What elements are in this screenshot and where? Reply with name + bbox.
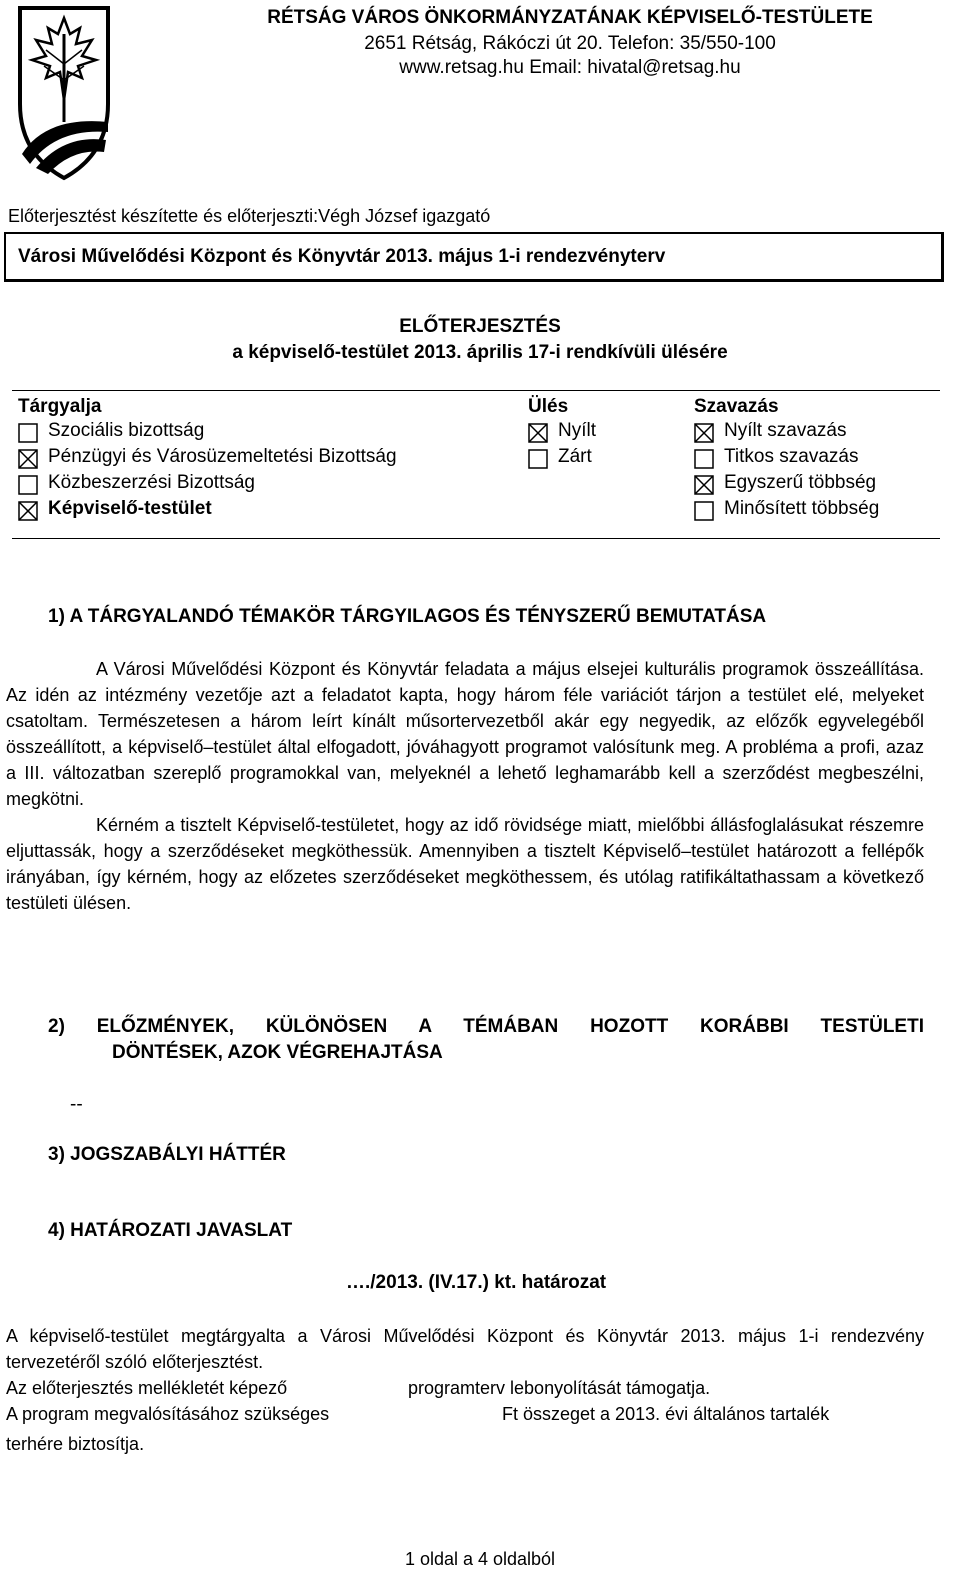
session-option-label: Zárt [558,446,592,467]
resolution-line-2a: Az előterjesztés mellékletét képező [6,1378,288,1398]
section-1-paragraph: Kérném a tisztelt Képviselő-testületet, hogy az idő rövidsége miatt, mielőbbi állásfoglalásukat részemre eljuttassák, hogy a szerződéseket megköthessük. Amennyiben a tisztelt Képviselő–testület határozott a fellépők irányában, így kérném, hogy az előzetes szerződéseket megköthessem, és utólag ratifikáltathassam a következő testületi ülésen. [6,815,924,913]
vote-option-label: Minősített többség [724,498,880,519]
proposal-subheading: a képviselő-testület 2013. április 17-i rendkívüli ülésére [232,342,728,363]
checked-checkbox-vote[interactable] [694,475,714,495]
unchecked-checkbox-discussed[interactable] [18,423,38,443]
proposal-heading: ELŐTERJESZTÉS [399,316,561,337]
document-title: Városi Művelődési Központ és Könyvtár 2013. május 1-i rendezvényterv [18,246,666,267]
session-option-label: Nyílt [558,420,596,441]
vote-option-label: Titkos szavazás [724,446,859,467]
checked-checkbox-session[interactable] [528,423,548,443]
resolution-line-2b: programterv lebonyolítását támogatja. [408,1378,711,1398]
unchecked-checkbox-session[interactable] [528,449,548,469]
unchecked-checkbox-vote[interactable] [694,449,714,469]
section-1-paragraph: A Városi Művelődési Központ és Könyvtár feladata a május elsejei kulturális programok összeállítása. Az idén az intézmény vezetője azt a feladatot kapta, hogy három féle variációt tárjon a testület elé, melyeket csatoltam. Természetesen a három leírt kínált műsortervezetből akár egy negyedik, az előzők egyvelegéből összeállított, a képviselő–testület által elfogadott, jóváhagyott programot valósítunk meg. A probléma a profi, azaz a III. változatban szereplő programokkal van, melyeknél a lehető leghamarább kell a szerződést megbeszélni, megkötni. [6,659,924,809]
unchecked-checkbox-discussed[interactable] [18,475,38,495]
resolution-number: …./2013. (IV.17.) kt. határozat [346,1272,607,1293]
checked-checkbox-discussed[interactable] [18,501,38,521]
checked-checkbox-vote[interactable] [694,423,714,443]
col-session-header: Ülés [528,396,569,417]
section-1-title: 1) A TÁRGYALANDÓ TÉMAKÖR TÁRGYILAGOS ÉS TÉNYSZERŰ BEMUTATÁSA [48,606,767,627]
document-title-box [4,232,944,282]
prepared-by: Előterjesztést készítette és előterjeszti:Végh József igazgató [8,206,491,226]
checked-checkbox-discussed[interactable] [18,449,38,469]
vote-option-label: Egyszerű többség [724,472,877,493]
section-3-title: 3) JOGSZABÁLYI HÁTTÉR [48,1144,286,1165]
resolution-line-3a: A program megvalósításához szükséges [6,1404,330,1424]
council-address: 2651 Rétság, Rákóczi út 20. Telefon: 35/550-100 [364,33,776,54]
section-4-title: 4) HATÁROZATI JAVASLAT [48,1220,293,1241]
resolution-line-1: A képviselő-testület megtárgyalta a Városi Művelődési Központ és Könyvtár 2013. május 1-i rendezvény tervezetéről szóló előterjesztést. [6,1326,924,1372]
table-bottom-rule [12,538,940,539]
resolution-line-3c: terhére biztosítja. [6,1434,145,1454]
discussed-option-label: Szociális bizottság [48,420,205,441]
section-2-title-line2: DÖNTÉSEK, AZOK VÉGREHAJTÁSA [112,1042,443,1063]
council-name: RÉTSÁG VÁROS ÖNKORMÁNYZATÁNAK KÉPVISELŐ-TESTÜLETE [267,7,873,28]
unchecked-checkbox-vote[interactable] [694,501,714,521]
page-number: 1 oldal a 4 oldalból [404,1549,556,1569]
discussed-option-label: Pénzügyi és Városüzemeltetési Bizottság [48,446,397,467]
discussed-option-label: Közbeszerzési Bizottság [48,472,255,493]
coat-of-arms-logo [16,4,112,182]
col-discussed-header: Tárgyalja [18,396,102,417]
discussed-option-label: Képviselő-testület [48,498,212,519]
section-1-body [6,656,924,916]
table-top-rule [12,390,940,391]
col-vote-header: Szavazás [694,396,779,417]
council-web-email: www.retsag.hu Email: hivatal@retsag.hu [399,57,741,78]
section-2-title-line1: 2) ELŐZMÉNYEK, KÜLÖNÖSEN A TÉMÁBAN HOZOTT KORÁBBI TESTÜLETI [48,1016,924,1037]
vote-option-label: Nyílt szavazás [724,420,847,441]
section-2-content: -- [70,1094,83,1115]
resolution-line-3b: Ft összeget a 2013. évi általános tartalék [502,1404,830,1424]
